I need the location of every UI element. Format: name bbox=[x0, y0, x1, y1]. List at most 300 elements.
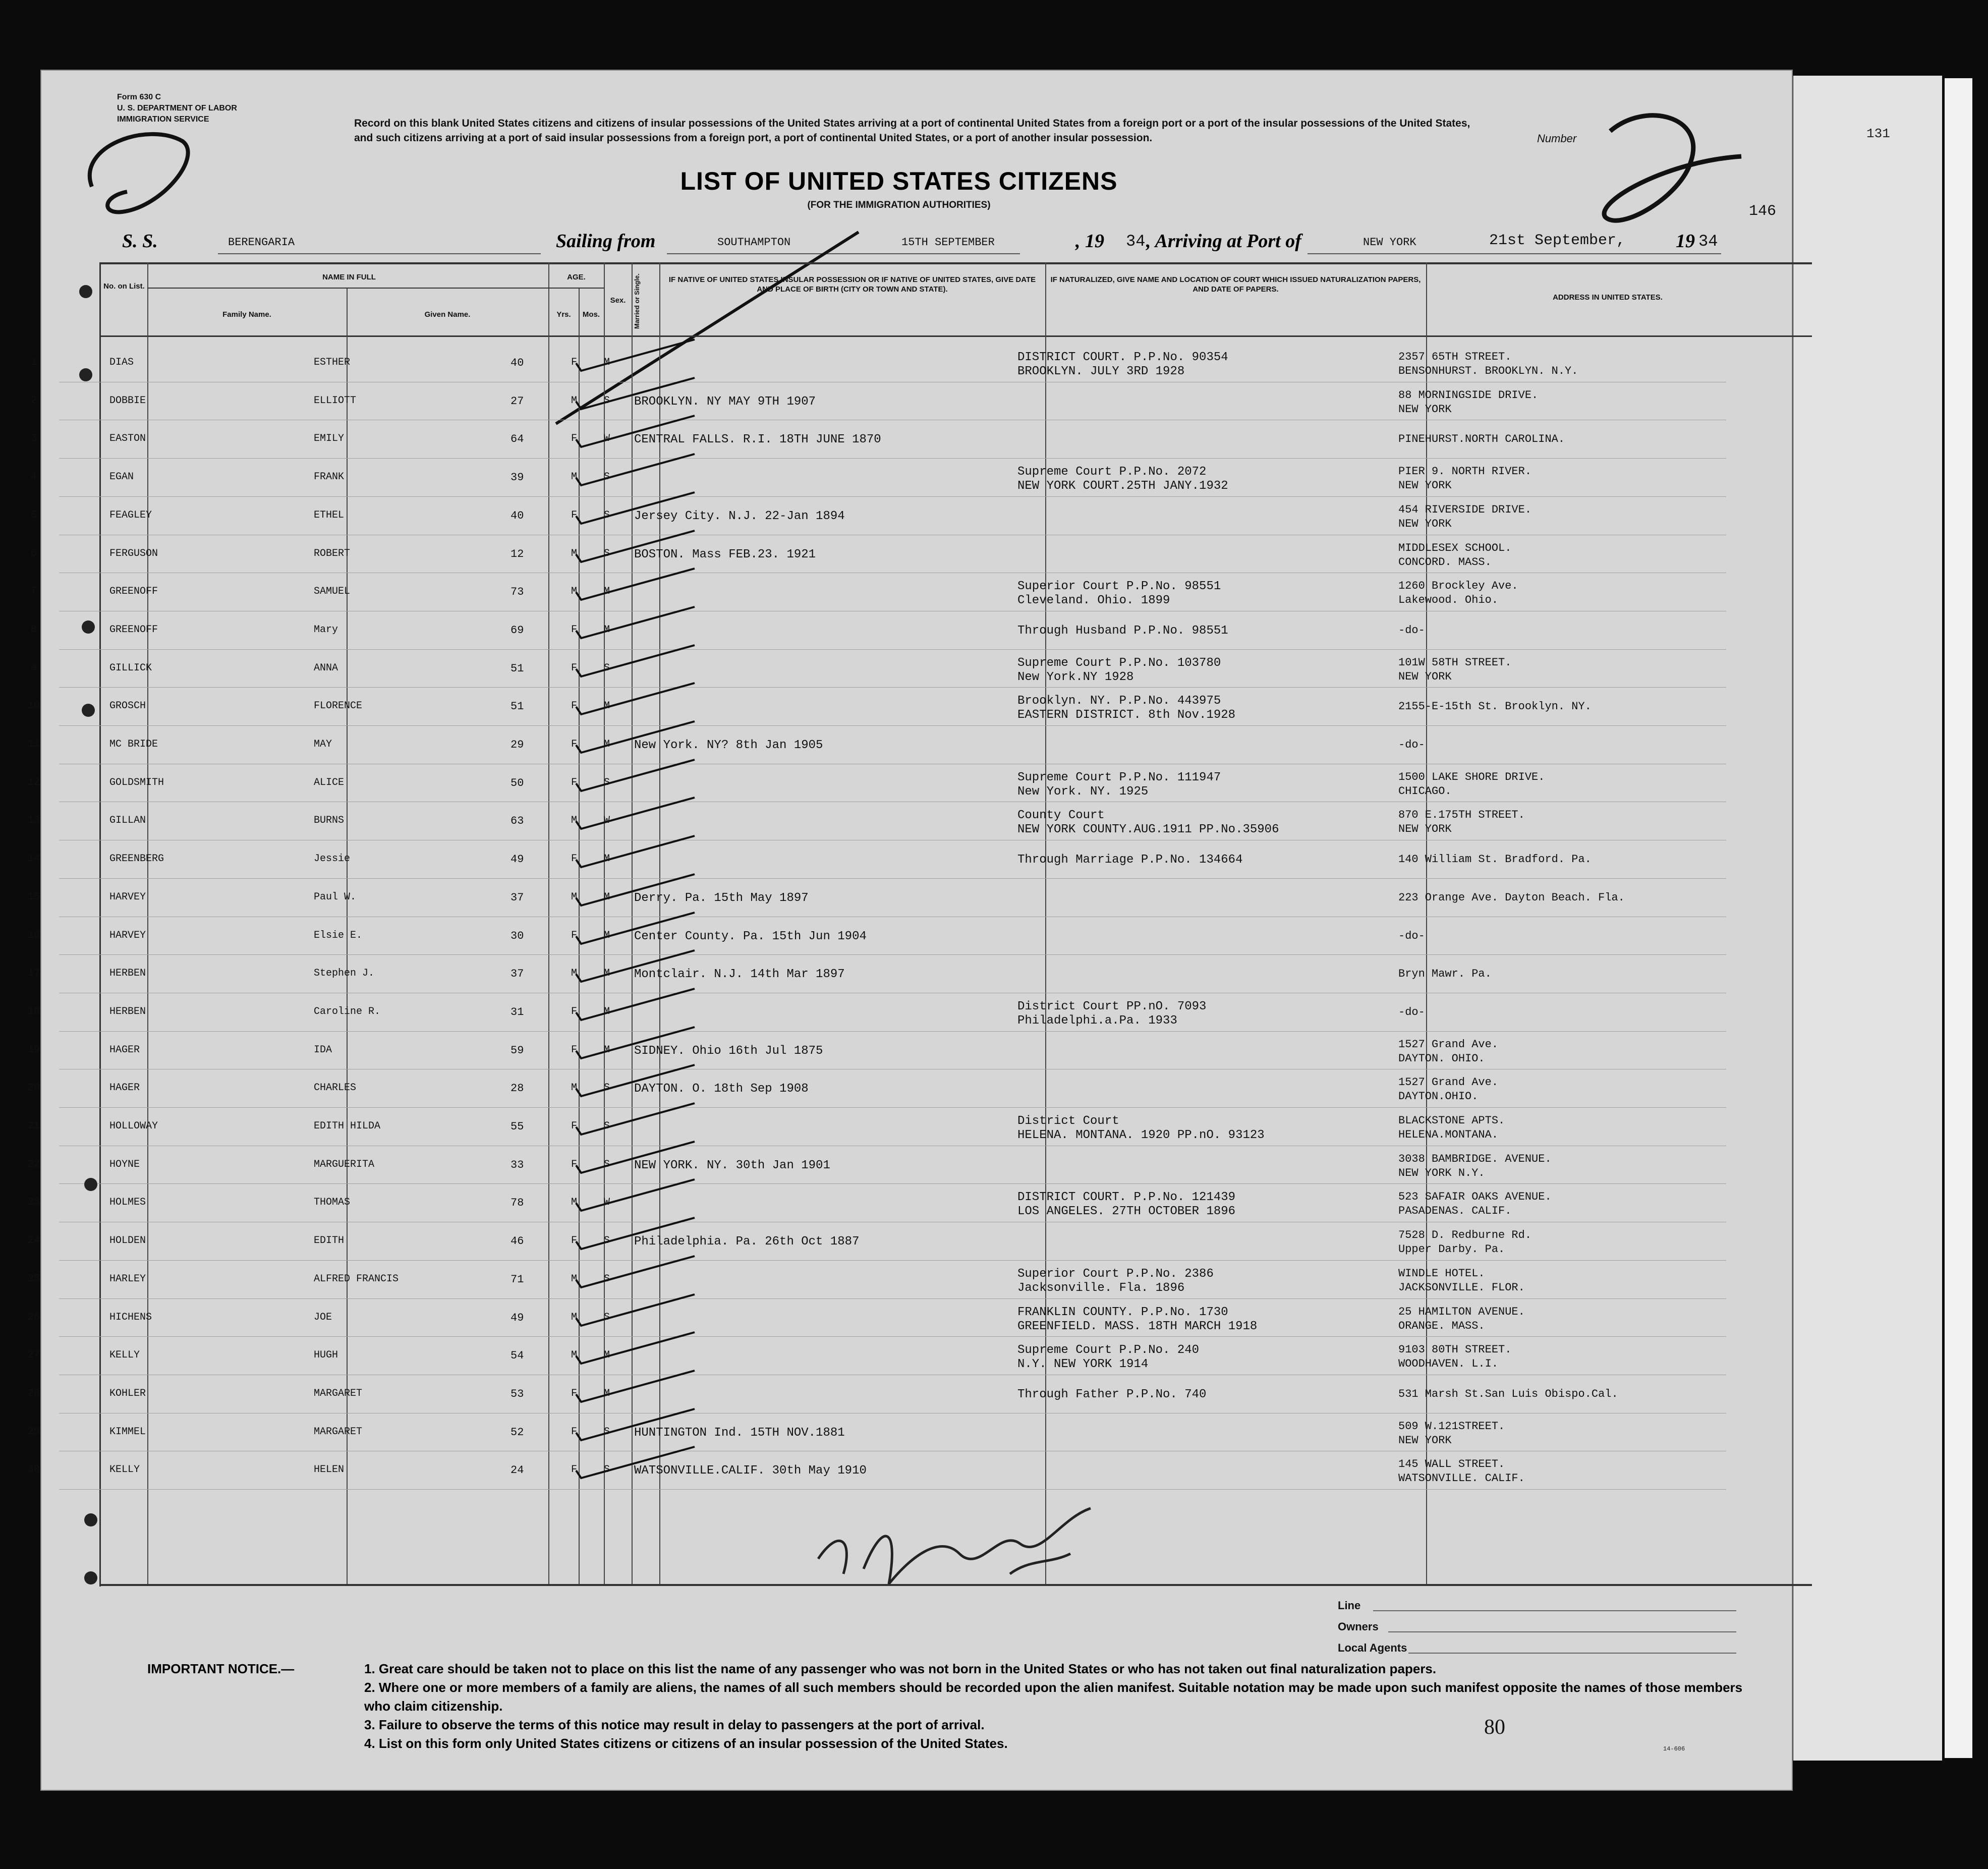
address-line-2: NEW YORK bbox=[1398, 670, 1452, 683]
sex: M bbox=[571, 968, 578, 980]
number-label: Number bbox=[1537, 132, 1577, 145]
arriving-port: NEW YORK bbox=[1363, 236, 1416, 249]
family-name: KOHLER bbox=[109, 1387, 146, 1399]
address-line-1: 523 SAFAIR OAKS AVENUE. bbox=[1398, 1191, 1552, 1204]
ship-label: S. S. bbox=[122, 231, 158, 252]
col-divider bbox=[548, 262, 549, 1584]
check-mark-icon bbox=[574, 1328, 725, 1369]
check-mark-icon bbox=[574, 1367, 725, 1407]
age-years: 31 bbox=[510, 1005, 524, 1018]
punch-hole bbox=[84, 1513, 97, 1526]
row-number: 2 bbox=[30, 394, 37, 407]
check-mark-icon bbox=[574, 946, 725, 987]
address-line-1: 1260 Brockley Ave. bbox=[1398, 580, 1518, 593]
check-mark-icon bbox=[574, 374, 725, 414]
address-line-1: 25 HAMILTON AVENUE. bbox=[1398, 1305, 1525, 1318]
age-years: 50 bbox=[510, 776, 524, 789]
form-number: Form 630 C bbox=[117, 93, 161, 101]
row-number: 21 bbox=[27, 1120, 40, 1132]
row-number: 16 bbox=[27, 929, 40, 941]
birth-place-date: BOSTON. Mass FEB.23. 1921 bbox=[634, 547, 816, 561]
punch-hole bbox=[84, 1178, 97, 1191]
check-mark-icon bbox=[574, 794, 725, 834]
marital-status: M bbox=[604, 1005, 610, 1017]
birth-place-date: Center County. Pa. 15th Jun 1904 bbox=[634, 929, 867, 943]
row-number: 8 bbox=[30, 624, 37, 636]
check-mark-icon bbox=[574, 1099, 725, 1140]
address-line-1: PINEHURST.NORTH CAROLINA. bbox=[1398, 433, 1565, 446]
owners-underline bbox=[1388, 1631, 1736, 1632]
row-number: 17 bbox=[27, 968, 40, 980]
age-years: 49 bbox=[510, 1311, 524, 1324]
row-number: 6 bbox=[30, 547, 37, 559]
naturalization-line-1: Superior Court P.P.No. 98551 bbox=[1017, 580, 1221, 594]
birth-place-date: Jersey City. N.J. 22-Jan 1894 bbox=[634, 509, 845, 523]
age-years: 40 bbox=[510, 509, 524, 522]
age-years: 39 bbox=[510, 471, 524, 484]
address-line-1: BLACKSTONE APTS. bbox=[1398, 1114, 1505, 1127]
birth-place-date: New York. NY? 8th Jan 1905 bbox=[634, 739, 823, 752]
given-name: CHARLES bbox=[314, 1082, 357, 1094]
family-name: EGAN bbox=[109, 471, 134, 483]
sex: F bbox=[571, 1044, 578, 1056]
family-name: FEAGLEY bbox=[109, 509, 152, 521]
address-line-1: 531 Marsh St.San Luis Obispo.Cal. bbox=[1398, 1387, 1618, 1400]
sex: M bbox=[571, 471, 578, 483]
row-number: 20 bbox=[27, 1082, 40, 1094]
age-years: 52 bbox=[510, 1426, 524, 1439]
given-name: ESTHER bbox=[314, 357, 351, 368]
address-line-1: WINDLE HOTEL. bbox=[1398, 1267, 1485, 1280]
row-rule bbox=[59, 1183, 1726, 1184]
naturalization-line-2: HELENA. MONTANA. 1920 PP.nO. 93123 bbox=[1017, 1128, 1265, 1142]
check-mark-icon bbox=[574, 717, 725, 758]
notice-item: 4. List on this form only United States citizens or citizens of an insular possession of the United States. bbox=[364, 1736, 1008, 1751]
row-rule bbox=[59, 1336, 1726, 1337]
service: IMMIGRATION SERVICE bbox=[117, 115, 209, 124]
age-years: 24 bbox=[510, 1464, 524, 1477]
check-mark-icon bbox=[574, 1214, 725, 1254]
corner-mark: 131 bbox=[1866, 126, 1890, 141]
age-years: 12 bbox=[510, 547, 524, 560]
marital-status: M bbox=[604, 968, 610, 980]
ship-name: BERENGARIA bbox=[228, 236, 295, 249]
naturalization-line-2: NEW YORK COURT.25TH JANY.1932 bbox=[1017, 479, 1228, 493]
line-underline bbox=[1373, 1610, 1736, 1611]
given-name: ELLIOTT bbox=[314, 394, 357, 407]
naturalization-line-2: EASTERN DISTRICT. 8th Nov.1928 bbox=[1017, 708, 1236, 722]
row-number: 29 bbox=[27, 1426, 40, 1438]
family-name: KIMMEL bbox=[109, 1426, 146, 1438]
check-mark-icon bbox=[574, 1138, 725, 1178]
table-left-border bbox=[99, 262, 101, 1587]
address-line-1: 1527 Grand Ave. bbox=[1398, 1038, 1499, 1051]
marital-status: S bbox=[604, 1464, 610, 1476]
row-number: 30 bbox=[27, 1464, 40, 1476]
naturalization-line-1: Brooklyn. NY. P.P.No. 443975 bbox=[1017, 694, 1221, 708]
check-mark-icon bbox=[574, 756, 725, 796]
given-name: MARGUERITA bbox=[314, 1158, 375, 1170]
row-rule bbox=[59, 649, 1726, 650]
marital-status: M bbox=[604, 700, 610, 712]
sex: F bbox=[571, 1158, 578, 1170]
naturalization-line-2: Cleveland. Ohio. 1899 bbox=[1017, 594, 1170, 608]
naturalization-line-2: Jacksonville. Fla. 1896 bbox=[1017, 1281, 1185, 1295]
check-mark-icon bbox=[574, 1290, 725, 1331]
notice-items bbox=[364, 1660, 1767, 1753]
given-name: JOE bbox=[314, 1311, 332, 1323]
birth-place-date: CENTRAL FALLS. R.I. 18TH JUNE 1870 bbox=[634, 433, 881, 447]
marital-status: S bbox=[604, 471, 610, 483]
header-family-name: Family Name. bbox=[222, 310, 271, 319]
sex: M bbox=[571, 1197, 578, 1209]
header-married-single: Married or Single. bbox=[633, 273, 641, 329]
address-line-1: MIDDLESEX SCHOOL. bbox=[1398, 541, 1512, 554]
print-mark: 14-606 bbox=[1663, 1745, 1685, 1752]
check-mark-icon bbox=[574, 985, 725, 1025]
notice-item: 2. Where one or more members of a family are aliens, the names of all such members should be recorded upon the alien manifest. Suitable notation may be made upon such manifest opposite the names of those members who claim citizenship. bbox=[364, 1680, 1743, 1714]
check-mark-icon bbox=[574, 450, 725, 490]
marital-status: M bbox=[604, 1044, 610, 1056]
age-years: 78 bbox=[510, 1197, 524, 1210]
row-number: 5 bbox=[30, 509, 37, 521]
check-mark-icon bbox=[574, 603, 725, 643]
row-rule bbox=[59, 687, 1726, 688]
given-name: SAMUEL bbox=[314, 586, 351, 598]
age-years: 55 bbox=[510, 1120, 524, 1133]
sailing-label: Sailing from bbox=[556, 231, 656, 252]
row-rule bbox=[59, 1031, 1726, 1032]
family-name: GREENOFF bbox=[109, 586, 158, 598]
check-mark-icon bbox=[574, 909, 725, 949]
given-name: MARGARET bbox=[314, 1387, 363, 1399]
birth-place-date: Derry. Pa. 15th May 1897 bbox=[634, 891, 809, 905]
department: U. S. DEPARTMENT OF LABOR bbox=[117, 104, 237, 112]
adjacent-page-edge bbox=[1945, 78, 1972, 1758]
family-name: HAGER bbox=[109, 1082, 140, 1094]
table-top-border bbox=[99, 262, 1812, 264]
marital-status: S bbox=[604, 1426, 610, 1438]
row-number: 27 bbox=[27, 1349, 40, 1362]
birth-place-date: Montclair. N.J. 14th Mar 1897 bbox=[634, 968, 845, 982]
header-age: AGE. bbox=[567, 273, 586, 281]
notice-heading: IMPORTANT NOTICE.— bbox=[147, 1661, 295, 1676]
sex: F bbox=[571, 700, 578, 712]
arriving-label: , Arriving at Port of bbox=[1146, 231, 1301, 252]
age-years: 59 bbox=[510, 1044, 524, 1057]
given-name: Jessie bbox=[314, 853, 351, 865]
header-address: ADDRESS IN UNITED STATES. bbox=[1553, 293, 1663, 302]
given-name: THOMAS bbox=[314, 1197, 351, 1209]
voyage-line bbox=[122, 230, 1736, 260]
naturalization-line-2: N.Y. NEW YORK 1914 bbox=[1017, 1357, 1149, 1372]
address-line-1: 509 W.121STREET. bbox=[1398, 1420, 1505, 1433]
age-years: 71 bbox=[510, 1273, 524, 1286]
given-name: ETHEL bbox=[314, 509, 345, 521]
row-rule bbox=[59, 1489, 1726, 1490]
marital-status: S bbox=[604, 1082, 610, 1094]
col-divider bbox=[1045, 262, 1046, 1584]
address-line-1: -do- bbox=[1398, 929, 1425, 942]
punch-hole bbox=[79, 368, 92, 381]
check-mark-icon bbox=[574, 1405, 725, 1445]
header-naturalized: IF NATURALIZED, GIVE NAME AND LOCATION OF COURT WHICH ISSUED NATURALIZATION PAPERS, AND DATE OF PAPERS. bbox=[1050, 275, 1421, 294]
marital-status: M bbox=[604, 891, 610, 903]
row-number: 3 bbox=[30, 433, 37, 445]
age-years: 49 bbox=[510, 853, 524, 866]
address-line-1: PIER 9. NORTH RIVER. bbox=[1398, 465, 1532, 478]
sex: M bbox=[571, 1082, 578, 1094]
check-mark-icon bbox=[574, 1061, 725, 1101]
owners-label: Owners bbox=[1338, 1620, 1379, 1633]
arrival-year: 34 bbox=[1698, 232, 1718, 251]
row-rule bbox=[59, 496, 1726, 497]
year-prefix-sailing: , 19 bbox=[1075, 231, 1104, 252]
naturalization-line-2: New York.NY 1928 bbox=[1017, 670, 1134, 684]
check-mark-icon bbox=[574, 335, 725, 376]
marital-status: W bbox=[604, 433, 610, 445]
agents-underline bbox=[1408, 1653, 1736, 1654]
row-number: 4 bbox=[30, 471, 37, 483]
age-years: 29 bbox=[510, 739, 524, 751]
given-name: Stephen J. bbox=[314, 968, 375, 980]
family-name: MC BRIDE bbox=[109, 739, 158, 750]
row-rule bbox=[59, 878, 1726, 879]
marital-status: M bbox=[604, 624, 610, 636]
address-line-1: -do- bbox=[1398, 1005, 1425, 1018]
naturalization-line-1: County Court bbox=[1017, 809, 1105, 823]
address-line-1: 145 WALL STREET. bbox=[1398, 1458, 1505, 1471]
row-number: 12 bbox=[27, 776, 40, 788]
marital-status: M bbox=[604, 586, 610, 598]
naturalization-line-1: Through Father P.P.No. 740 bbox=[1017, 1387, 1207, 1401]
age-years: 30 bbox=[510, 929, 524, 942]
marital-status: S bbox=[604, 662, 610, 674]
sex: F bbox=[571, 1426, 578, 1438]
address-line-1: 454 RIVERSIDE DRIVE. bbox=[1398, 503, 1532, 516]
address-line-1: 1500 LAKE SHORE DRIVE. bbox=[1398, 770, 1545, 783]
address-line-2: DAYTON. OHIO. bbox=[1398, 1052, 1485, 1065]
marital-status: S bbox=[604, 1235, 610, 1247]
address-line-2: HELENA.MONTANA. bbox=[1398, 1128, 1499, 1141]
row-number: 19 bbox=[27, 1044, 40, 1056]
given-name: BURNS bbox=[314, 815, 345, 827]
naturalization-line-1: Supreme Court P.P.No. 240 bbox=[1017, 1343, 1200, 1357]
naturalization-line-1: Through Marriage P.P.No. 134664 bbox=[1017, 853, 1243, 867]
check-mark-icon bbox=[574, 412, 725, 452]
given-name: EDITH bbox=[314, 1235, 345, 1247]
family-name: KELLY bbox=[109, 1349, 140, 1362]
marital-status: S bbox=[604, 509, 610, 521]
family-name: GOLDSMITH bbox=[109, 776, 164, 788]
address-line-1: 2357 65TH STREET. bbox=[1398, 351, 1512, 363]
col-divider bbox=[1426, 262, 1427, 1584]
family-name: HOYNE bbox=[109, 1158, 140, 1170]
sex: F bbox=[571, 357, 578, 368]
family-name: GILLAN bbox=[109, 815, 146, 827]
handwritten-letter-mark bbox=[72, 101, 223, 232]
birth-place-date: SIDNEY. Ohio 16th Jul 1875 bbox=[634, 1044, 823, 1058]
sex: F bbox=[571, 929, 578, 941]
row-number: 26 bbox=[27, 1311, 40, 1323]
age-years: 63 bbox=[510, 815, 524, 828]
family-name: HOLLOWAY bbox=[109, 1120, 158, 1132]
row-number: 28 bbox=[27, 1387, 40, 1399]
notice-item: 3. Failure to observe the terms of this notice may result in delay to passengers at the port of arrival. bbox=[364, 1717, 985, 1732]
check-mark-icon bbox=[574, 870, 725, 911]
family-name: GREENBERG bbox=[109, 853, 164, 865]
handwritten-number-mark bbox=[1575, 101, 1787, 252]
ship-underline bbox=[218, 253, 541, 254]
check-mark-icon bbox=[574, 832, 725, 872]
address-line-2: CHICAGO. bbox=[1398, 784, 1452, 798]
record-instructions: Record on this blank United States citizens and citizens of insular possessions of the United States arriving at a port of continental United States from a foreign port or a port of the insular possessions of the United States, and such citizens arriving at a port of said insular possessions from a foreign port, a port of continental United States, or a port of another insular possession. bbox=[354, 118, 1470, 144]
page-number: 146 bbox=[1749, 203, 1777, 220]
row-number: 14 bbox=[27, 853, 40, 865]
address-line-2: NEW YORK bbox=[1398, 1434, 1452, 1447]
marital-status: S bbox=[604, 394, 610, 407]
address-line-1: -do- bbox=[1398, 739, 1425, 751]
sex: F bbox=[571, 1120, 578, 1132]
notice-item: 1. Great care should be taken not to place on this list the name of any passenger who was not born in the United States or who has not taken out final naturalization papers. bbox=[364, 1661, 1437, 1676]
marital-status: S bbox=[604, 547, 610, 559]
row-number: 18 bbox=[27, 1005, 40, 1017]
age-years: 46 bbox=[510, 1235, 524, 1248]
age-years: 73 bbox=[510, 586, 524, 599]
row-rule bbox=[59, 954, 1726, 955]
row-number: 22 bbox=[27, 1158, 40, 1170]
check-mark-icon bbox=[574, 527, 725, 567]
address-line-2: NEW YORK bbox=[1398, 517, 1452, 530]
naturalization-line-2: New York. NY. 1925 bbox=[1017, 784, 1149, 799]
address-line-2: PASADENAS. CALIF. bbox=[1398, 1205, 1512, 1218]
row-number: 10 bbox=[27, 700, 40, 712]
row-rule bbox=[59, 725, 1726, 726]
family-name: KELLY bbox=[109, 1464, 140, 1476]
marital-status: S bbox=[604, 776, 610, 788]
sailing-year: 34 bbox=[1126, 232, 1146, 251]
naturalization-line-1: Supreme Court P.P.No. 111947 bbox=[1017, 770, 1221, 784]
given-name: HUGH bbox=[314, 1349, 338, 1362]
header-given-name: Given Name. bbox=[424, 310, 471, 319]
naturalization-line-1: Supreme Court P.P.No. 103780 bbox=[1017, 656, 1221, 670]
row-number: 11 bbox=[27, 739, 40, 750]
address-line-1: 2155-E-15th St. Brooklyn. NY. bbox=[1398, 700, 1592, 713]
naturalization-line-1: Through Husband P.P.No. 98551 bbox=[1017, 624, 1228, 638]
given-name: ALFRED FRANCIS bbox=[314, 1273, 399, 1285]
check-mark-icon bbox=[574, 679, 725, 719]
naturalization-line-2: NEW YORK COUNTY.AUG.1911 PP.No.35906 bbox=[1017, 823, 1279, 837]
sex: F bbox=[571, 1005, 578, 1017]
address-line-1: 9103 80TH STREET. bbox=[1398, 1343, 1512, 1356]
sex: M bbox=[571, 1311, 578, 1323]
family-name: DOBBIE bbox=[109, 394, 146, 407]
age-years: 27 bbox=[510, 394, 524, 408]
naturalization-line-1: District Court PP.nO. 7093 bbox=[1017, 999, 1207, 1013]
age-years: 40 bbox=[510, 357, 524, 369]
age-years: 37 bbox=[510, 968, 524, 981]
birth-place-date: HUNTINGTON Ind. 15TH NOV.1881 bbox=[634, 1426, 845, 1440]
sex: F bbox=[571, 1235, 578, 1247]
sex: F bbox=[571, 433, 578, 445]
row-number: 15 bbox=[27, 891, 40, 903]
punch-hole bbox=[79, 285, 92, 298]
address-line-2: NEW YORK bbox=[1398, 823, 1452, 836]
row-number: 1 bbox=[30, 357, 37, 368]
naturalization-line-1: District Court bbox=[1017, 1114, 1119, 1128]
age-years: 64 bbox=[510, 433, 524, 446]
age-years: 69 bbox=[510, 624, 524, 637]
family-name: FERGUSON bbox=[109, 547, 158, 559]
line-label: Line bbox=[1338, 1599, 1361, 1612]
sex: M bbox=[571, 394, 578, 407]
naturalization-line-1: Superior Court P.P.No. 2386 bbox=[1017, 1267, 1214, 1281]
row-number: 7 bbox=[30, 586, 37, 598]
address-line-1: 1527 Grand Ave. bbox=[1398, 1076, 1499, 1089]
address-line-2: NEW YORK N.Y. bbox=[1398, 1166, 1485, 1179]
address-line-2: NEW YORK bbox=[1398, 403, 1452, 416]
row-number: 24 bbox=[27, 1235, 40, 1247]
header-no: No. on List. bbox=[103, 282, 145, 291]
sex: F bbox=[571, 509, 578, 521]
given-name: FRANK bbox=[314, 471, 345, 483]
check-mark-icon bbox=[574, 641, 725, 682]
header-birth: IF NATIVE OF UNITED STATES INSULAR POSSESSION OR IF NATIVE OF UNITED STATES, GIVE DATE AND PLACE OF BIRTH (CITY OR TOWN AND STATE). bbox=[668, 275, 1036, 294]
address-line-2: BENSONHURST. BROOKLYN. N.Y. bbox=[1398, 365, 1578, 377]
given-name: MARGARET bbox=[314, 1426, 363, 1438]
check-mark-icon bbox=[574, 1443, 725, 1483]
sex: F bbox=[571, 776, 578, 788]
age-years: 53 bbox=[510, 1387, 524, 1400]
age-years: 54 bbox=[510, 1349, 524, 1363]
naturalization-line-1: FRANKLIN COUNTY. P.P.No. 1730 bbox=[1017, 1305, 1228, 1319]
family-name: GREENOFF bbox=[109, 624, 158, 636]
check-mark-icon bbox=[574, 1023, 725, 1063]
address-line-1: 7528 D. Redburne Rd. bbox=[1398, 1229, 1532, 1242]
address-line-2: JACKSONVILLE. FLOR. bbox=[1398, 1281, 1525, 1294]
given-name: IDA bbox=[314, 1044, 332, 1056]
naturalization-line-2: Philadelphi.a.Pa. 1933 bbox=[1017, 1013, 1177, 1028]
handwritten-signature bbox=[808, 1498, 1121, 1599]
family-name: HARLEY bbox=[109, 1273, 146, 1285]
check-mark-icon bbox=[574, 1252, 725, 1292]
family-name: HARVEY bbox=[109, 891, 146, 903]
naturalization-line-1: Supreme Court P.P.No. 2072 bbox=[1017, 465, 1207, 479]
row-rule bbox=[59, 1107, 1726, 1108]
arrival-date: 21st September, bbox=[1489, 232, 1626, 249]
sailing-date: 15TH SEPTEMBER bbox=[901, 236, 995, 249]
given-name: EMILY bbox=[314, 433, 345, 445]
birth-place-date: DAYTON. O. 18th Sep 1908 bbox=[634, 1082, 809, 1096]
adjacent-page-strip bbox=[1793, 76, 1942, 1761]
sex: F bbox=[571, 624, 578, 636]
family-name: HERBEN bbox=[109, 1005, 146, 1017]
age-years: 28 bbox=[510, 1082, 524, 1095]
sex: F bbox=[571, 739, 578, 750]
address-line-1: 3038 BAMBRIDGE. AVENUE. bbox=[1398, 1152, 1552, 1165]
family-name: HAGER bbox=[109, 1044, 140, 1056]
year-prefix-arrival: 19 bbox=[1676, 231, 1695, 252]
naturalization-line-2: LOS ANGELES. 27TH OCTOBER 1896 bbox=[1017, 1205, 1236, 1219]
sailing-from: SOUTHAMPTON bbox=[717, 236, 791, 249]
header-sex: Sex. bbox=[610, 296, 626, 305]
given-name: ALICE bbox=[314, 776, 345, 788]
page-title: LIST OF UNITED STATES CITIZENS bbox=[680, 167, 1118, 195]
address-line-2: Lakewood. Ohio. bbox=[1398, 594, 1499, 607]
row-rule bbox=[59, 1298, 1726, 1299]
punch-hole bbox=[82, 704, 95, 717]
given-name: EDITH HILDA bbox=[314, 1120, 381, 1132]
